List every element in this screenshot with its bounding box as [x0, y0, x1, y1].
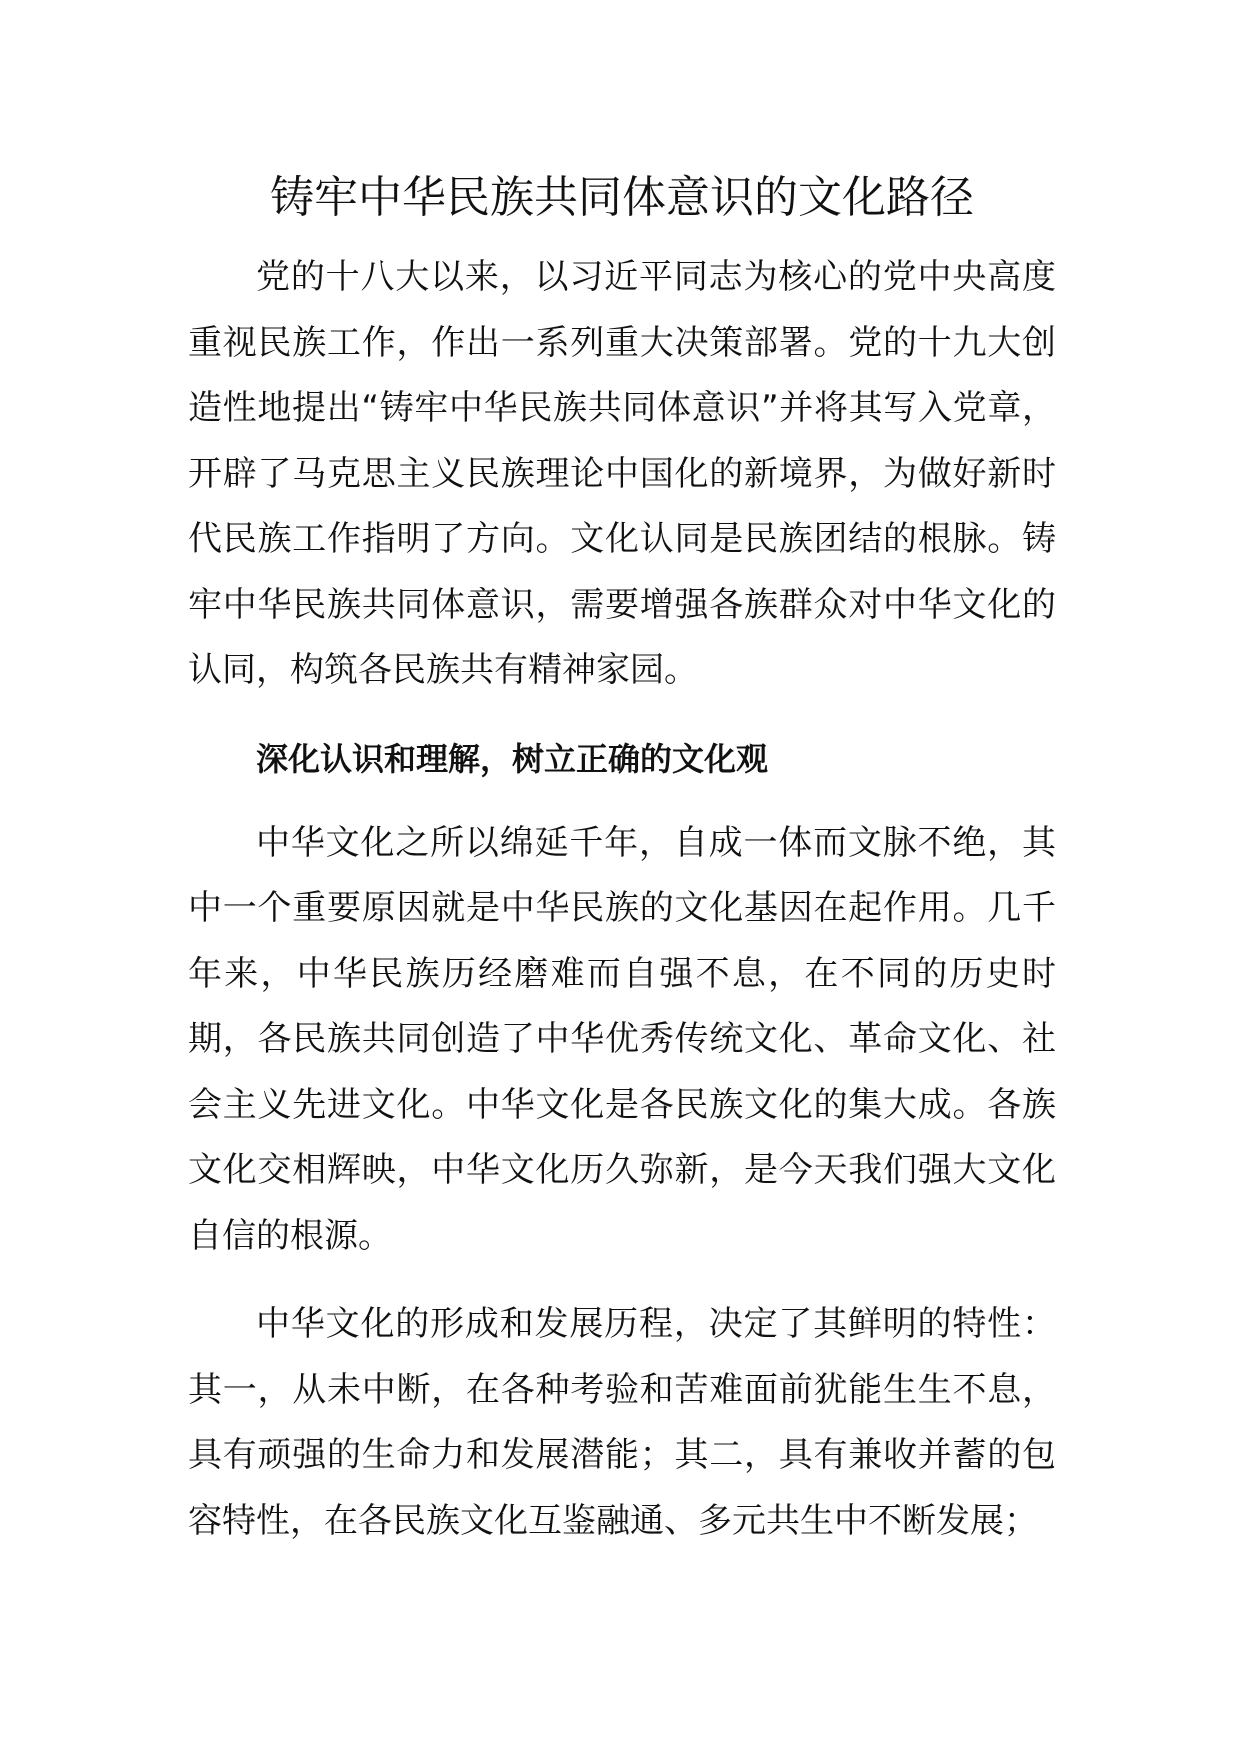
paragraph-intro: 党的十八大以来，以习近平同志为核心的党中央高度重视民族工作，作出一系列重大决策部署。党的十九大创造性地提出“铸牢中华民族共同体意识”并将其写入党章，开辟了马克思主义民族理论中国化的新境界，为做好新时代民族工作指明了方向。文化认同是民族团结的根脉。铸牢中华民族共同体意识，需要增强各族群众对中华文化的认同，构筑各民族共有精神家园。 — [188, 257, 1056, 690]
section-heading: 深化认识和理解，树立正确的文化观 — [256, 739, 769, 778]
document-title: 铸牢中华民族共同体意识的文化路径 — [270, 172, 974, 223]
document-page — [188, 160, 1056, 1554]
paragraph-culture-traits: 中华文化的形成和发展历程，决定了其鲜明的特性：其一，从未中断，在各种考验和苦难面前犹能生生不息，具有顽强的生命力和发展潜能；其二，具有兼收并蓄的包容特性，在各民族文化互鉴融通、多元共生中不断发展； — [188, 1304, 1056, 1541]
paragraph-culture-origin: 中华文化之所以绵延千年，自成一体而文脉不绝，其中一个重要原因就是中华民族的文化基因在起作用。几千年来，中华民族历经磨难而自强不息，在不同的历史时期，各民族共同创造了中华优秀传统文化、革命文化、社会主义先进文化。中华文化是各民族文化的集大成。各族文化交相辉映，中华文化历久弥新，是今天我们强大文化自信的根源。 — [188, 822, 1056, 1256]
